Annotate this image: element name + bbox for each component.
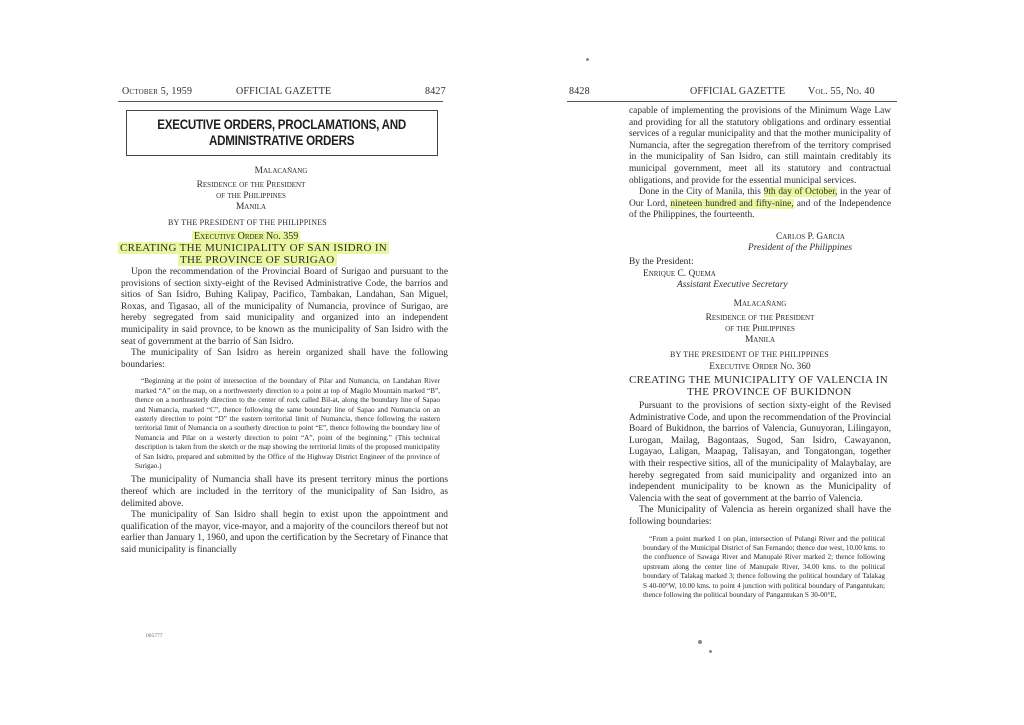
signer-name: Carlos P. Garcia: [776, 232, 845, 242]
order-2-title-line-1: CREATING THE MUNICIPALITY OF VALENCIA IN: [629, 374, 888, 386]
residence-2-line-2: of the Philippines: [725, 324, 795, 334]
by-president-line-2: BY THE PRESIDENT OF THE PHILIPPINES: [670, 350, 829, 359]
paragraph-recommendation: Upon the recommendation of the Provincial Board of Surigao and pursuant to the provisions of section sixty-eight of the Revised Administrative Code, the barrios and sitios of San Isidro, Buhing Kalipay, Pacifico, Tambakan, Landahan, San Miguel, Roxas, and Tigasao, all of the municipality of Numancia, province of Surigao, are hereby segregated from said municipality and organized into an independent municipality in said provnce, to be known as the municipality of San Isidro with the seat of government at the barrio of San Isidro.: [121, 267, 448, 347]
order-title-line-1: CREATING THE MUNICIPALITY OF SAN ISIDRO IN: [120, 242, 388, 254]
right-page: [512, 0, 1024, 725]
signer-title: President of the Philippines: [748, 243, 853, 253]
paragraph-boundaries-intro: The municipality of San Isidro as herein organized shall have the following boundaries:: [121, 348, 448, 370]
paragraph-existence-conditions: The municipality of San Isidro shall begin to exist upon the appointment and qualification of the mayor, vice-mayor, and a majority of the councilors thereof but not earlier than January 1, 1960, and upon the certification by the Secretary of Finance that said municipality is financially: [121, 510, 448, 555]
paragraph-numancia-territory: The municipality of Numancia shall have its present territory minus the portions thereof which are included in the territory of the municipality of San Isidro, as delimited above.: [121, 475, 448, 509]
right-header-page-number: 8428: [569, 86, 590, 97]
residence-2-line-3: Manila: [744, 335, 776, 345]
left-header-rule: [118, 101, 443, 102]
highlight-date: 9th day of October,: [763, 187, 838, 198]
scan-speck: [709, 650, 712, 653]
palace-name: Malacañang: [254, 166, 308, 176]
secretary-name: Enrique C. Quema: [643, 269, 716, 279]
paragraph-done-in-manila: Done in the City of Manila, this 9th day of October, in the year of Our Lord, nineteen hundred and fifty-nine, and of the Independence of the Philippines, the fourteenth.: [629, 187, 892, 221]
residence-line-2: of the Philippines: [216, 191, 286, 201]
left-header-date: October 5, 1959: [122, 86, 193, 97]
residence-line-3: Manila: [235, 202, 267, 212]
left-header-page-number: 8427: [425, 86, 446, 97]
right-body-continuation: [629, 106, 891, 222]
paragraph-valencia-boundaries-intro: The Municipality of Valencia as herein organized shall have the following boundaries:: [629, 505, 891, 527]
residence-line-1: Residence of the President: [196, 180, 306, 190]
residence-2-line-1: Residence of the President: [705, 313, 815, 323]
secretary-title: Assistant Executive Secretary: [677, 280, 788, 290]
order-title-line-2: THE PROVINCE OF SURIGAO: [180, 254, 335, 266]
right-header-publication: OFFICIAL GAZETTE: [690, 86, 786, 97]
paragraph-valencia-barrios: Pursuant to the provisions of section sixty-eight of the Revised Administrative Code, and upon the recommendation of the Provincial Board of Bukidnon, the barrios of Valencia, Gunuyoran, Lilingayon, Lurogan, Mailag, Bagontaas, Sugod, San Isidro, Cawayanon, Lugayao, Laligan, Maapag, Talisayan, and Tongatongan, together with their respective sitios, all of the municipality of Malaybalay, are hereby segregated from said municipality and organized into an independent municipality to be known as the Municipality of Valencia with the seat of government at the barrio of Valencia.: [629, 401, 891, 504]
order-2-title-line-2: THE PROVINCE OF BUKIDNON: [687, 386, 852, 398]
scan-speck: [698, 640, 702, 644]
section-title-line-2: ADMINISTRATIVE ORDERS: [209, 133, 355, 148]
section-title-line-1: EXECUTIVE ORDERS, PROCLAMATIONS, AND: [157, 117, 407, 132]
palace-name-2: Malacañang: [733, 299, 787, 309]
executive-order-number-2: Executive Order No. 360: [709, 362, 811, 372]
by-president-line: BY THE PRESIDENT OF THE PHILIPPINES: [168, 218, 327, 227]
highlight-year: nineteen hundred and fifty-nine,: [670, 198, 794, 209]
by-the-president: By the President:: [629, 257, 694, 267]
executive-order-number: Executive Order No. 359: [194, 231, 299, 242]
right-header-volume: Vol. 55, No. 40: [808, 86, 875, 97]
paragraph-continuation: capable of implementing the provisions of the Minimum Wage Law and providing for all the statutory obligations and ordinary essential services of a regular municipality and that the mother municipality of Numancia, after the segregation therefrom of the territory comprised in the municipality of San Isidro, can still maintain creditably its municipal government, meet all its statutory and contractual obligations, and provide for the essential municipal services.: [629, 106, 891, 186]
right-header-rule: [567, 101, 897, 102]
footer-code: 005777: [146, 633, 163, 639]
boundary-description-quote: “Beginning at the point of intersection of the boundary of Pilar and Numancia, on Landahan River marked “A” on the map, on a northwesterly direction to a point at top of Magilo Mountain marked “B”, thence on a northeasterly direction to the center of rock called Bil-at, along the boundary line of Sapao and Numancia, marked “C”, thence following the same boundary line of Sapao and Numancia on an easterly direction to point “D” the eastern territorial limit of Numancia, thence following the eastern territorial limit of Numancia on a southerly direction to point “E”, thence following the boundary line of Numancia and Pilar on a westerly direction to point “A”, point of the beginning.” (This technical description is taken from the sketch or the map showing the territorial limits of the proposed municipality of San Isidro, prepared and submitted by the Office of the Highway District Engineer of the province of Surigao.): [135, 377, 440, 470]
section-title-box: [126, 110, 438, 156]
right-body-order-360: [629, 401, 891, 600]
left-body-text: [121, 267, 448, 557]
scan-speck: [586, 58, 589, 61]
valencia-boundary-quote: “From a point marked 1 on plan, intersection of Pulangi River and the political boundary of the Municipal District of San Fernando; thence due west, 10.00 kms. to the confluence of Sawaga River and Manupale River marked 2; thence following upstream along the center line of Manupale River, 34.00 kms. to the political boundary of Talakag marked 3; thence following the political boundary of Talakag S 40-00°W, 10.00 kms. to point 4 junction with political boundary of Pangantukan; thence following the political boundary of Pangantukan S 30-00°E,: [643, 534, 885, 599]
left-header-publication: OFFICIAL GAZETTE: [236, 86, 332, 97]
